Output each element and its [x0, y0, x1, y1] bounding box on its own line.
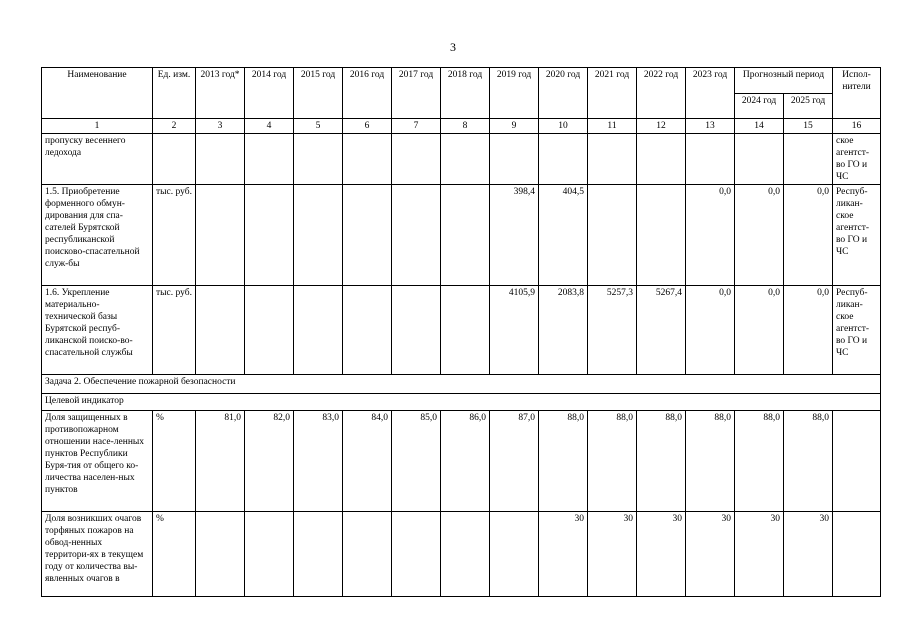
- cell: [490, 134, 539, 185]
- table-row: [42, 286, 881, 375]
- cell: 398,4: [490, 185, 539, 286]
- row-unit: тыс. руб.: [153, 286, 196, 375]
- col-number: 1: [42, 119, 153, 134]
- cell: [343, 512, 392, 597]
- table-row: [42, 411, 881, 512]
- col-number: 14: [735, 119, 784, 134]
- header-row: [42, 68, 881, 94]
- header-forecast-year: 2025 год: [784, 94, 833, 119]
- col-number: 2: [153, 119, 196, 134]
- col-number: 6: [343, 119, 392, 134]
- cell: 82,0: [245, 411, 294, 512]
- header-year: 2015 год: [294, 68, 343, 119]
- cell: 81,0: [196, 411, 245, 512]
- cell: [392, 512, 441, 597]
- col-number: 10: [539, 119, 588, 134]
- header-year: 2014 год: [245, 68, 294, 119]
- header-year: 2018 год: [441, 68, 490, 119]
- cell: 404,5: [539, 185, 588, 286]
- cell: [441, 134, 490, 185]
- cell: [735, 134, 784, 185]
- cell: [392, 286, 441, 375]
- program-table: [41, 67, 881, 597]
- cell: [490, 512, 539, 597]
- cell: 84,0: [343, 411, 392, 512]
- cell: [245, 512, 294, 597]
- header-year: 2021 год: [588, 68, 637, 119]
- cell: 0,0: [686, 185, 735, 286]
- row-executor: [833, 411, 881, 512]
- row-name: пропуску весеннего ледохода: [42, 134, 153, 185]
- cell: [637, 185, 686, 286]
- cell: [588, 185, 637, 286]
- header-year: 2016 год: [343, 68, 392, 119]
- page-number: 3: [450, 40, 456, 54]
- table-row: [42, 185, 881, 286]
- cell: 0,0: [784, 286, 833, 375]
- cell: 4105,9: [490, 286, 539, 375]
- col-number: 12: [637, 119, 686, 134]
- cell: 30: [784, 512, 833, 597]
- cell: 2083,8: [539, 286, 588, 375]
- row-name: Доля защищенных в противопожарном отношении насе-ленных пунктов Республики Буря-тия от общего ко-личества населен-ных пунктов: [42, 411, 153, 512]
- indicator-row: [42, 394, 881, 411]
- row-executor: ское агентст-во ГО и ЧС: [833, 134, 881, 185]
- row-executor: Респуб-ликан-ское агентст-во ГО и ЧС: [833, 185, 881, 286]
- cell: 0,0: [784, 185, 833, 286]
- header-year: 2020 год: [539, 68, 588, 119]
- header-year: 2017 год: [392, 68, 441, 119]
- cell: [343, 185, 392, 286]
- cell: [245, 286, 294, 375]
- cell: [686, 134, 735, 185]
- cell: 30: [588, 512, 637, 597]
- task-title: Задача 2. Обеспечение пожарной безопасности: [42, 375, 881, 394]
- cell: 88,0: [686, 411, 735, 512]
- cell: 30: [539, 512, 588, 597]
- cell: [343, 134, 392, 185]
- cell: [441, 185, 490, 286]
- header-year: 2019 год: [490, 68, 539, 119]
- indicator-label: Целевой индикатор: [42, 394, 881, 411]
- cell: 88,0: [735, 411, 784, 512]
- cell: 30: [735, 512, 784, 597]
- header-forecast-year: 2024 год: [735, 94, 784, 119]
- cell: 0,0: [735, 286, 784, 375]
- cell: 88,0: [637, 411, 686, 512]
- cell: 88,0: [588, 411, 637, 512]
- table-row: [42, 134, 881, 185]
- cell: [294, 134, 343, 185]
- col-number: 3: [196, 119, 245, 134]
- cell: 5257,3: [588, 286, 637, 375]
- col-number: 5: [294, 119, 343, 134]
- header-executors: Испол-нители: [833, 68, 881, 119]
- col-number: 13: [686, 119, 735, 134]
- table-row: [42, 512, 881, 597]
- cell: 88,0: [784, 411, 833, 512]
- row-name: 1.6. Укрепление материально-технической базы Бурятской респуб-ликанской поиско-во-спасательной службы: [42, 286, 153, 375]
- cell: [294, 286, 343, 375]
- row-name: Доля возникших очагов торфяных пожаров на обвод-ненных территори-ях в текущем году от количества вы-явленных очагов в: [42, 512, 153, 597]
- cell: 85,0: [392, 411, 441, 512]
- header-year: 2013 год*: [196, 68, 245, 119]
- row-unit: %: [153, 512, 196, 597]
- col-number: 16: [833, 119, 881, 134]
- cell: 87,0: [490, 411, 539, 512]
- col-number: 4: [245, 119, 294, 134]
- cell: [294, 512, 343, 597]
- cell: [784, 134, 833, 185]
- cell: 30: [637, 512, 686, 597]
- cell: 5267,4: [637, 286, 686, 375]
- header-unit: Ед. изм.: [153, 68, 196, 119]
- row-name: 1.5. Приобретение форменного обмун-дирования для спа-сателей Бурятской республиканской поисково-спасательной служ-бы: [42, 185, 153, 286]
- cell: [343, 286, 392, 375]
- header-year: 2023 год: [686, 68, 735, 119]
- row-executor: [833, 512, 881, 597]
- cell: [196, 134, 245, 185]
- header-forecast: Прогнозный период: [735, 68, 833, 94]
- row-unit: %: [153, 411, 196, 512]
- row-unit: [153, 134, 196, 185]
- cell: [441, 286, 490, 375]
- cell: [588, 134, 637, 185]
- cell: 0,0: [735, 185, 784, 286]
- cell: 83,0: [294, 411, 343, 512]
- column-numbers-row: [42, 119, 881, 134]
- col-number: 8: [441, 119, 490, 134]
- col-number: 9: [490, 119, 539, 134]
- cell: [196, 286, 245, 375]
- col-number: 15: [784, 119, 833, 134]
- cell: [245, 185, 294, 286]
- cell: [196, 512, 245, 597]
- cell: [392, 185, 441, 286]
- cell: [539, 134, 588, 185]
- col-number: 11: [588, 119, 637, 134]
- header-name: Наименование: [42, 68, 153, 119]
- cell: [441, 512, 490, 597]
- cell: [294, 185, 343, 286]
- header-year: 2022 год: [637, 68, 686, 119]
- cell: 88,0: [539, 411, 588, 512]
- cell: [196, 185, 245, 286]
- cell: [245, 134, 294, 185]
- cell: 86,0: [441, 411, 490, 512]
- row-executor: Респуб-ликан-ское агентст-во ГО и ЧС: [833, 286, 881, 375]
- cell: 0,0: [686, 286, 735, 375]
- cell: 30: [686, 512, 735, 597]
- row-unit: тыс. руб.: [153, 185, 196, 286]
- cell: [637, 134, 686, 185]
- task-row: [42, 375, 881, 394]
- cell: [392, 134, 441, 185]
- col-number: 7: [392, 119, 441, 134]
